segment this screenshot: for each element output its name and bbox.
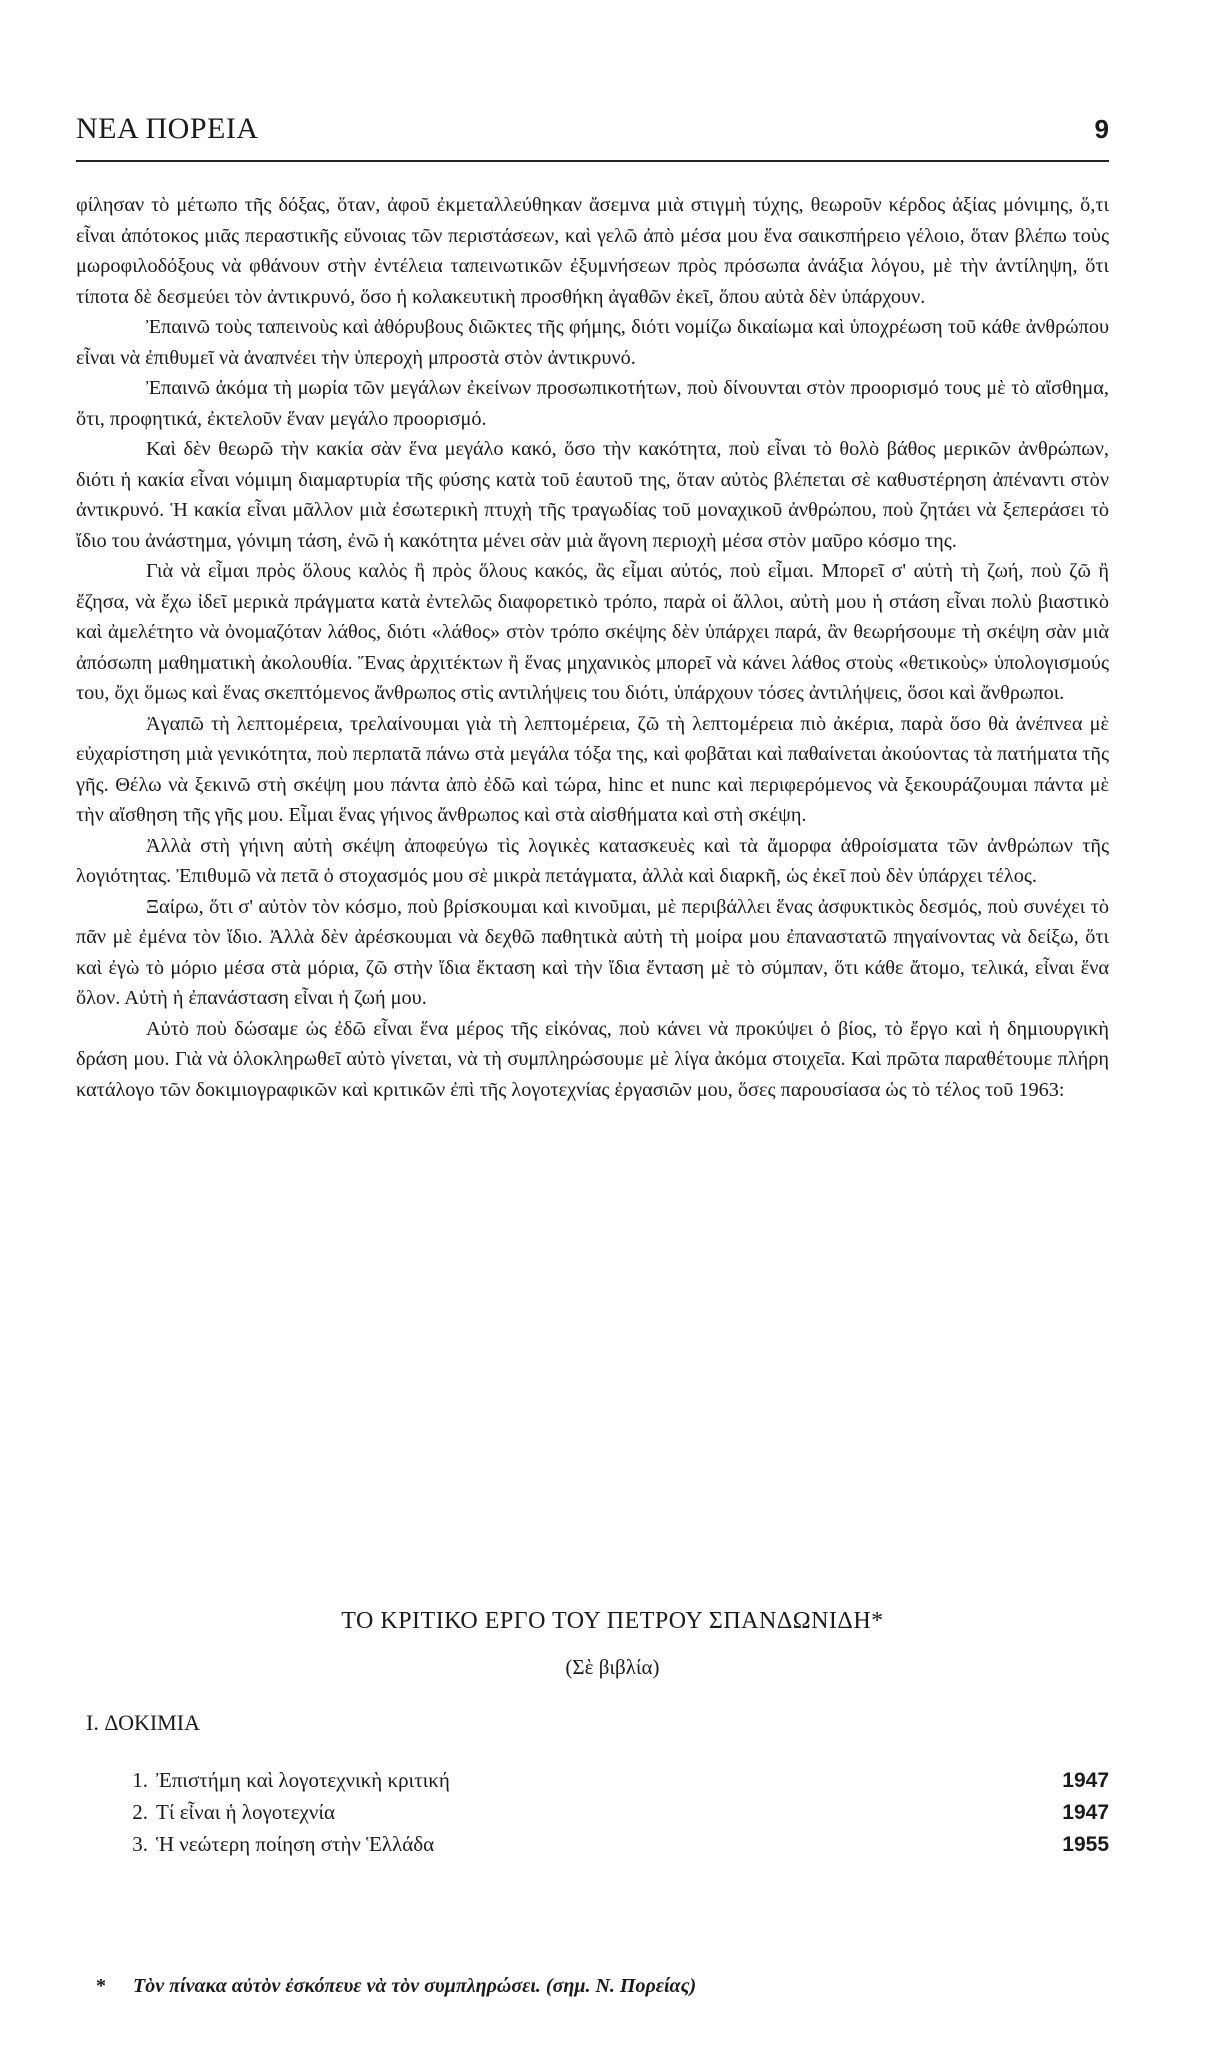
works-list (76, 1768, 1109, 1864)
item-number: 3. (132, 1832, 148, 1856)
page-number: 9 (1094, 114, 1109, 144)
paragraph: Ἀγαπῶ τὴ λεπτομέρεια, τρελαίνουμαι γιὰ τὴ λεπτομέρεια, ζῶ τὴ λεπτομέρεια πιὸ ἀκέρια, παρὰ ὅσο θὰ ἀνέπνεα μὲ εὐχαρίστηση μιὰ γενικότητα, ποὺ περπατᾶ πάνω στὰ μεγάλα τόξα της, καὶ φοβᾶται καὶ παθαίνεται ἀκούοντας τὰ πατήματα τῆς γῆς. Θέλω νὰ ξεκινῶ στὴ σκέψη μου πάντα ἀπὸ ἐδῶ καὶ τώρα, hinc et nunc καὶ περιφερόμενος νὰ ξεκουράζουμαι πάντα μὲ τὴν αἴσθηση τῆς γῆς μου. Εἶμαι ἕνας γήινος ἄνθρωπος καὶ στὰ αἰσθήματα καὶ στὴ σκέψη. (76, 712, 1109, 826)
paragraph: φίλησαν τὸ μέτωπο τῆς δόξας, ὅταν, ἀφοῦ ἐκμεταλλεύθηκαν ἄσεμνα μιὰ στιγμὴ τύχης, θεωροῦν κέρδος ἀξίας μόνιμης, ὅ,τι εἶναι ἀπότοκος μιᾶς περαστικῆς εὔνοιας τῶν περιστάσεων, καὶ γελῶ ἀπὸ μέσα μου ἕνα σαικσπήρειο γέλοιο, ὅταν βλέπω τοὺς μωροφιλοδόξους νὰ φθάνουν στὴν ἐντέλεια ταπεινωτικῶν ἐξυμνήσεων πρὸς πρόσωπα ἀνάξια λόγου, μὲ τὴν ἀντίληψη, ὅτι τίποτα δὲ δεσμεύει τὸν ἀντικρυνό, ὅσο ἡ κολακευτικὴ προσθήκη ἀγαθῶν ἐκεῖ, ὅπου αὐτὰ δὲν ὑπάρχουν. (76, 194, 1109, 308)
footnote (96, 1975, 696, 1998)
section-subtitle: (Σὲ βιβλία) (565, 1655, 660, 1679)
item-year: 1947 (1062, 1801, 1109, 1824)
item-year: 1955 (1062, 1833, 1109, 1856)
paragraph: Ἐπαινῶ τοὺς ταπεινοὺς καὶ ἀθόρυβους διῶκτες τῆς φήμης, διότι νομίζω δικαίωμα καὶ ὑποχρέωση τοῦ κάθε ἀνθρώπου εἶναι νὰ ἐπιθυμεῖ νὰ ἀναπνέει τὴν ὑπεροχὴ μπροστὰ στὸν ἀντικρυνό. (76, 316, 1109, 369)
item-title: Ἡ νεώτερη ποίηση στὴν Ἑλλάδα (156, 1832, 435, 1856)
item-number: 1. (132, 1768, 148, 1792)
paragraph: Γιὰ νὰ εἶμαι πρὸς ὅλους καλὸς ἢ πρὸς ὅλους κακός, ἂς εἶμαι αὐτός, ποὺ εἶμαι. Μπορεῖ σ' αὐτὴ τὴ ζωή, ποὺ ζῶ ἢ ἔζησα, νὰ ἔχω ἰδεῖ μερικὰ πράγματα κατὰ ἐντελῶς διαφορετικὸ τρόπο, παρὰ οἱ ἄλλοι, αὐτὴ μου ἡ στάση εἶναι πολὺ βιαστικὸ καὶ ἀμελέτητο νὰ ὀνομαζόταν λάθος, διότι «λάθος» στὸν τρόπο σκέψης δὲν ὑπάρχει παρά, ἂν θεωρήσουμε τὴ σκέψη σὰν μιὰ ἀπόσωπη μαθηματικὴ ἀκολουθία. Ἕνας ἀρχιτέκτων ἢ ἕνας μηχανικὸς μπορεῖ νὰ κάνει λάθος στοὺς «θετικοὺς» ὑπολογισμούς του, ὄχι ὅμως καὶ ἕνας σκεπτόμενος ἄνθρωπος στὶς αντιλήψεις του διότι, ὑπάρχουν τόσες ἀντιλήψεις, ὅσοι καὶ ἄνθρωποι. (76, 560, 1109, 704)
footnote-marker: * (96, 1975, 106, 1997)
body-text (76, 190, 1109, 1105)
subheading-essays: I. ΔΟΚΙΜΙΑ (86, 1710, 200, 1735)
list-item (76, 1768, 1109, 1800)
footnote-text: Τὸν πίνακα αὐτὸν ἐσκόπευε νὰ τὸν συμπληρώσει. (σημ. Ν. Πορείας) (133, 1975, 697, 1997)
section-title: ΤΟ ΚΡΙΤΙΚΟ ΕΡΓΟ ΤΟΥ ΠΕΤΡΟΥ ΣΠΑΝΔΩΝΙΔΗ* (341, 1608, 884, 1634)
paragraph: Καὶ δὲν θεωρῶ τὴν κακία σὰν ἕνα μεγάλο κακό, ὅσο τὴν κακότητα, ποὺ εἶναι τὸ θολὸ βάθος μερικῶν ἀνθρώπων, διότι ἡ κακία εἶναι νόμιμη διαμαρτυρία τῆς φύσης κατὰ τοῦ ἑαυτοῦ της, ὅταν αὐτὸς βλέπεται σὲ καθυστέρηση ἀπέναντι στὸν ἀντικρυνό. Ἡ κακία εἶναι μᾶλλον μιὰ ἐσωτερικὴ πτυχὴ τῆς τραγωδίας τοῦ μοναχικοῦ ἀνθρώπου, ποὺ ζητάει νὰ ξεπεράσει τὸ ἴδιο του ἀνάστημα, γόνιμη τάση, ἐνῶ ἡ κακότητα μένει σὰν μιὰ ἄγονη περιοχὴ μέσα στὸν μαῦρο κόσμο της. (76, 438, 1109, 552)
paragraph: Ἀλλὰ στὴ γήινη αὐτὴ σκέψη ἀποφεύγω τὶς λογικὲς κατασκευὲς καὶ τὰ ἄμορφα ἀθροίσματα τῶν ἀνθρώπων τῆς λογιότητας. Ἐπιθυμῶ νὰ πετᾶ ὁ στοχασμός μου σὲ μικρὰ πετάγματα, ἀλλὰ καὶ διαρκῆ, ὡς ἐκεῖ ποὺ δὲν ὑπάρχει τέλος. (76, 834, 1109, 887)
item-title: Τί εἶναι ἡ λογοτεχνία (156, 1800, 336, 1824)
paragraph: Ξαίρω, ὅτι σ' αὐτὸν τὸν κόσμο, ποὺ βρίσκουμαι καὶ κινοῦμαι, μὲ περιβάλλει ἕνας ἀσφυκτικὸς δεσμός, ποὺ συνέχει τὸ πᾶν μὲ ἐμένα τὸν ἴδιο. Ἀλλὰ δὲν ἀρέσκουμαι νὰ δεχθῶ παθητικὰ αὐτὴ τὴ μοίρα μου ἐπαναστατῶ πηγαίνοντας νὰ δείξω, ὅτι καὶ ἐγὼ τὸ μόριο μέσα στὰ μόρια, ζῶ στὴν ἴδια ἔκταση καὶ τὴν ἴδια ἔνταση μὲ τὸ σύμπαν, ὅτι κάθε ἄτομο, τελικά, εἶναι ἕνα ὅλον. Αὐτὴ ἡ ἐπανάσταση εἶναι ἡ ζωή μου. (76, 895, 1109, 1009)
running-header (76, 112, 1109, 162)
item-number: 2. (132, 1800, 148, 1824)
list-item (76, 1832, 1109, 1864)
journal-title: ΝΕΑ ΠΟΡΕΙΑ (76, 112, 259, 145)
paragraph: Ἐπαινῶ ἀκόμα τὴ μωρία τῶν μεγάλων ἐκείνων προσωπικοτήτων, ποὺ δίνουνται στὸν προορισμό τους μὲ τὸ αἴσθημα, ὅτι, προφητικά, ἐκτελοῦν ἕναν μεγάλο προορισμό. (76, 377, 1109, 430)
works-section (76, 1608, 1109, 1864)
item-year: 1947 (1062, 1769, 1109, 1792)
list-item (76, 1800, 1109, 1832)
paragraph: Αὐτὸ ποὺ δώσαμε ὡς ἐδῶ εἶναι ἕνα μέρος τῆς εἰκόνας, ποὺ κάνει νὰ προκύψει ὁ βίος, τὸ ἔργο καὶ ἡ δημιουργικὴ δράση μου. Γιὰ νὰ ὁλοκληρωθεῖ αὐτὸ γίνεται, νὰ τὴ συμπληρώσουμε μὲ λίγα ἀκόμα στοιχεῖα. Καὶ πρῶτα παραθέτουμε πλήρη κατάλογο τῶν δοκιμιογραφικῶν καὶ κριτικῶν ἐπὶ τῆς λογοτεχνίας ἐργασιῶν μου, ὅσες παρουσίασα ὡς τὸ τέλος τοῦ 1963: (76, 1017, 1109, 1101)
item-title: Ἐπιστήμη καὶ λογοτεχνικὴ κριτική (156, 1768, 450, 1792)
